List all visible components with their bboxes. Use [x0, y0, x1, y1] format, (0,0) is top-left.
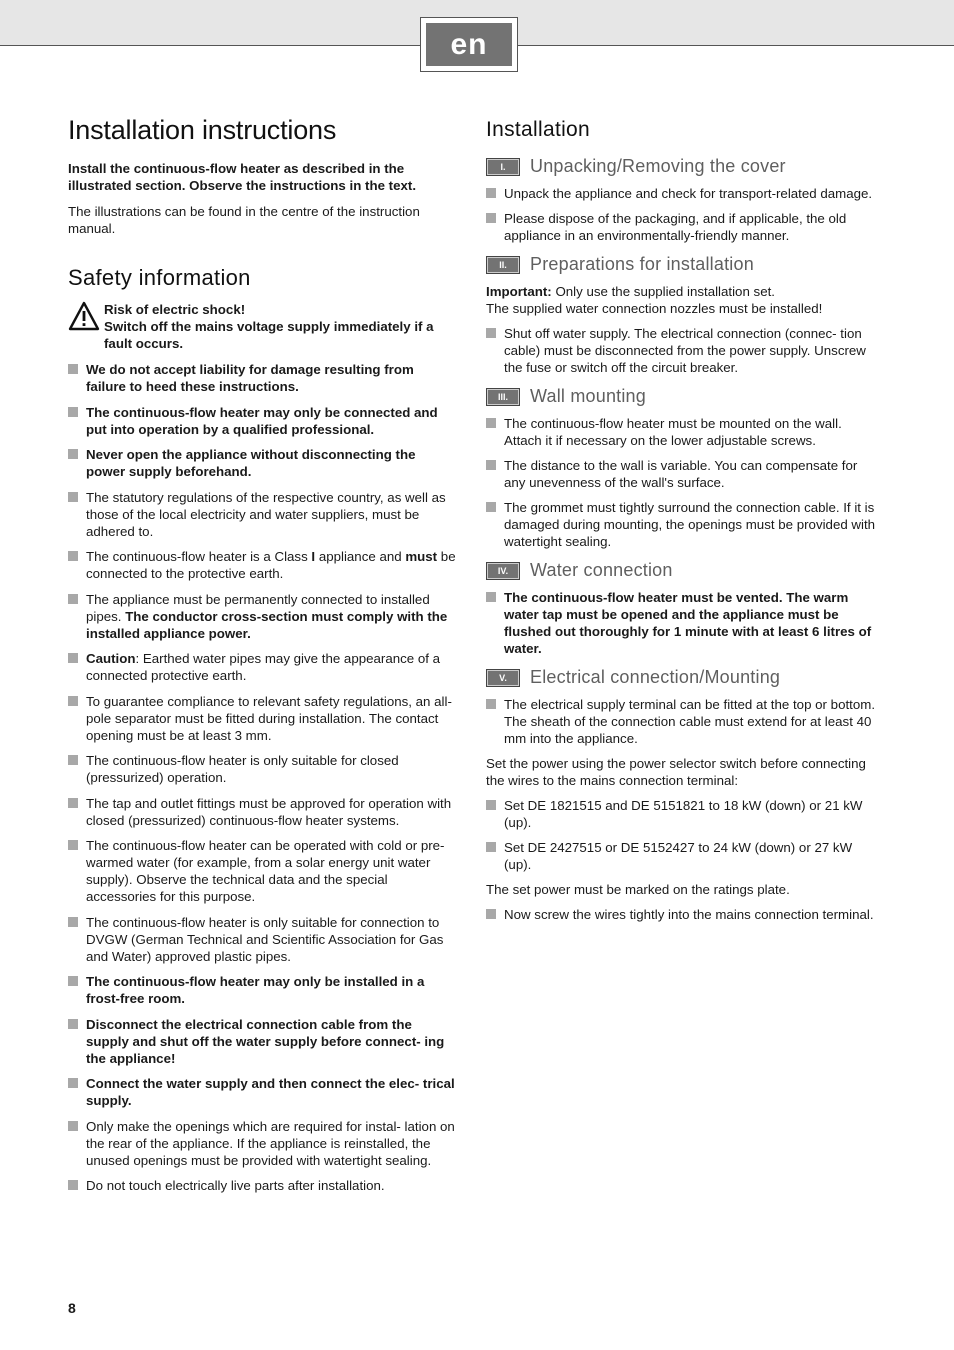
- bullet-square-icon: [68, 449, 78, 459]
- bullet-square-icon: [68, 755, 78, 765]
- list-item: The continuous-flow heater may only be connected and put into operation by a qualified professional.: [68, 404, 456, 438]
- list-item: The statutory regulations of the respective country, as well as those of the local electricity and water suppliers, must be adhered to.: [68, 489, 456, 540]
- list-item: The grommet must tightly surround the connection cable. If it is damaged during mounting, the openings must be provided with watertight sealing.: [486, 499, 876, 550]
- important-note: Important: Only use the supplied installation set. The supplied water connection nozzles must be installed!: [486, 284, 823, 316]
- list-item: Connect the water supply and then connect the elec- trical supply.: [68, 1075, 456, 1109]
- bullet-square-icon: [68, 407, 78, 417]
- warning-line-2: Switch off the mains voltage supply immediately if a fault occurs.: [104, 319, 434, 351]
- bullet-square-icon: [68, 798, 78, 808]
- bullet-square-icon: [68, 840, 78, 850]
- list-item: The continuous-flow heater must be mounted on the wall. Attach it if necessary on the lower adjustable screws.: [486, 415, 876, 449]
- ratings-plate-note: The set power must be marked on the ratings plate.: [486, 882, 790, 897]
- warning-triangle-icon: [68, 301, 100, 331]
- bullet-square-icon: [486, 418, 496, 428]
- electrical-list-a: [486, 696, 876, 747]
- step-badge: V.: [486, 669, 520, 687]
- bullet-square-icon: [68, 1078, 78, 1088]
- section-header-2: [486, 254, 876, 275]
- list-item: The tap and outlet fittings must be approved for operation with closed (pressurized) continuous-flow heater systems.: [68, 795, 456, 829]
- bullet-square-icon: [68, 551, 78, 561]
- bullet-square-icon: [486, 328, 496, 338]
- bullet-square-icon: [486, 592, 496, 602]
- page-title: Installation instructions: [68, 115, 337, 145]
- bullet-square-icon: [486, 460, 496, 470]
- list-item: The continuous-flow heater is a Class I appliance and must be connected to the protective earth.: [68, 548, 456, 582]
- step-badge: II.: [486, 256, 520, 274]
- list-item: Only make the openings which are required for instal- lation on the rear of the appliance. If the appliance is reinstalled, the unused openings must be provided with watertight sealing.: [68, 1118, 456, 1169]
- list-item: We do not accept liability for damage resulting from failure to heed these instructions.: [68, 361, 456, 395]
- safety-heading: Safety information: [68, 265, 251, 290]
- bullet-square-icon: [68, 364, 78, 374]
- section-title: Unpacking/Removing the cover: [530, 156, 786, 176]
- bullet-square-icon: [68, 1019, 78, 1029]
- list-item: Never open the appliance without disconnecting the power supply beforehand.: [68, 446, 456, 480]
- step-badge: III.: [486, 388, 520, 406]
- list-item: Please dispose of the packaging, and if applicable, the old appliance in an environmentally-friendly manner.: [486, 210, 876, 244]
- preparation-list: [486, 325, 876, 376]
- right-column: [486, 118, 876, 931]
- bullet-square-icon: [486, 502, 496, 512]
- bullet-square-icon: [486, 699, 496, 709]
- section-header-3: [486, 386, 876, 407]
- section-title: Wall mounting: [530, 386, 646, 406]
- list-item: To guarantee compliance to relevant safety regulations, an all-pole separator must be fitted during installation. The contact opening must be at least 3 mm.: [68, 693, 456, 744]
- bullet-square-icon: [68, 917, 78, 927]
- list-item: Set DE 1821515 and DE 5151821 to 18 kW (down) or 21 kW (up).: [486, 797, 876, 831]
- section-title: Electrical connection/Mounting: [530, 667, 781, 687]
- bullet-square-icon: [486, 188, 496, 198]
- list-item: The continuous-flow heater is only suitable for connection to DVGW (German Technical and Scientific Association for Gas and Water) approved plastic pipes.: [68, 914, 456, 965]
- language-tab: [420, 17, 518, 72]
- section-title: Water connection: [530, 560, 673, 580]
- list-item: Shut off water supply. The electrical connection (connec- tion cable) must be disconnected from the power supply. Unscrew the fuse or switch off the circuit breaker.: [486, 325, 876, 376]
- bullet-square-icon: [486, 800, 496, 810]
- step-badge: IV.: [486, 562, 520, 580]
- installation-heading: Installation: [486, 118, 590, 141]
- list-item: Now screw the wires tightly into the mains connection terminal.: [486, 906, 876, 923]
- list-item: Do not touch electrically live parts after installation.: [68, 1177, 456, 1194]
- list-item: The continuous-flow heater must be vented. The warm water tap must be opened and the appliance must be flushed out thoroughly for 1 minute with at least 6 litres of water.: [486, 589, 876, 657]
- section-header-4: [486, 560, 876, 581]
- page-number: 8: [68, 1300, 76, 1316]
- bullet-square-icon: [486, 213, 496, 223]
- intro-text: The illustrations can be found in the centre of the instruction manual.: [68, 204, 420, 236]
- bullet-square-icon: [68, 1121, 78, 1131]
- section-header-1: [486, 156, 876, 177]
- bullet-square-icon: [68, 653, 78, 663]
- warning-line-1: Risk of electric shock!: [104, 302, 246, 317]
- water-connection-list: [486, 589, 876, 657]
- electrical-list-b: [486, 797, 876, 873]
- intro-bold: Install the continuous-flow heater as described in the illustrated section. Observe the instructions in the text.: [68, 161, 417, 193]
- list-item: The electrical supply terminal can be fitted at the top or bottom. The sheath of the connection cable must extend for at least 40 mm into the appliance.: [486, 696, 876, 747]
- wall-mounting-list: [486, 415, 876, 550]
- bullet-square-icon: [486, 842, 496, 852]
- list-item: The appliance must be permanently connected to installed pipes. The conductor cross-section must comply with the installed appliance power.: [68, 591, 456, 642]
- section-title: Preparations for installation: [530, 254, 754, 274]
- electrical-list-c: [486, 906, 876, 923]
- list-item: The continuous-flow heater can be operated with cold or pre-warmed water (for example, from a solar energy unit water supply). Observe the technical data and the special accessories for this purpose.: [68, 837, 456, 905]
- list-item: Set DE 2427515 or DE 5152427 to 24 kW (down) or 27 kW (up).: [486, 839, 876, 873]
- left-column: [68, 115, 456, 1203]
- unpacking-list: [486, 185, 876, 244]
- list-item: The continuous-flow heater is only suitable for closed (pressurized) operation.: [68, 752, 456, 786]
- list-item: Disconnect the electrical connection cable from the supply and shut off the water supply before connect- ing the appliance!: [68, 1016, 456, 1067]
- bullet-square-icon: [68, 594, 78, 604]
- power-setting-note: Set the power using the power selector switch before connecting the wires to the mains connection terminal:: [486, 756, 866, 788]
- warning-text: [104, 301, 456, 352]
- safety-list: [68, 361, 456, 1194]
- bullet-square-icon: [486, 909, 496, 919]
- list-item: The distance to the wall is variable. You can compensate for any unevenness of the wall's surface.: [486, 457, 876, 491]
- bullet-square-icon: [68, 696, 78, 706]
- list-item: Unpack the appliance and check for transport-related damage.: [486, 185, 876, 202]
- language-code: en: [426, 23, 512, 66]
- step-badge: I.: [486, 158, 520, 176]
- bullet-square-icon: [68, 1180, 78, 1190]
- list-item: Caution: Earthed water pipes may give the appearance of a connected protective earth.: [68, 650, 456, 684]
- bullet-square-icon: [68, 976, 78, 986]
- section-header-5: [486, 667, 876, 688]
- bullet-square-icon: [68, 492, 78, 502]
- electric-shock-warning: [68, 301, 456, 352]
- list-item: The continuous-flow heater may only be installed in a frost-free room.: [68, 973, 456, 1007]
